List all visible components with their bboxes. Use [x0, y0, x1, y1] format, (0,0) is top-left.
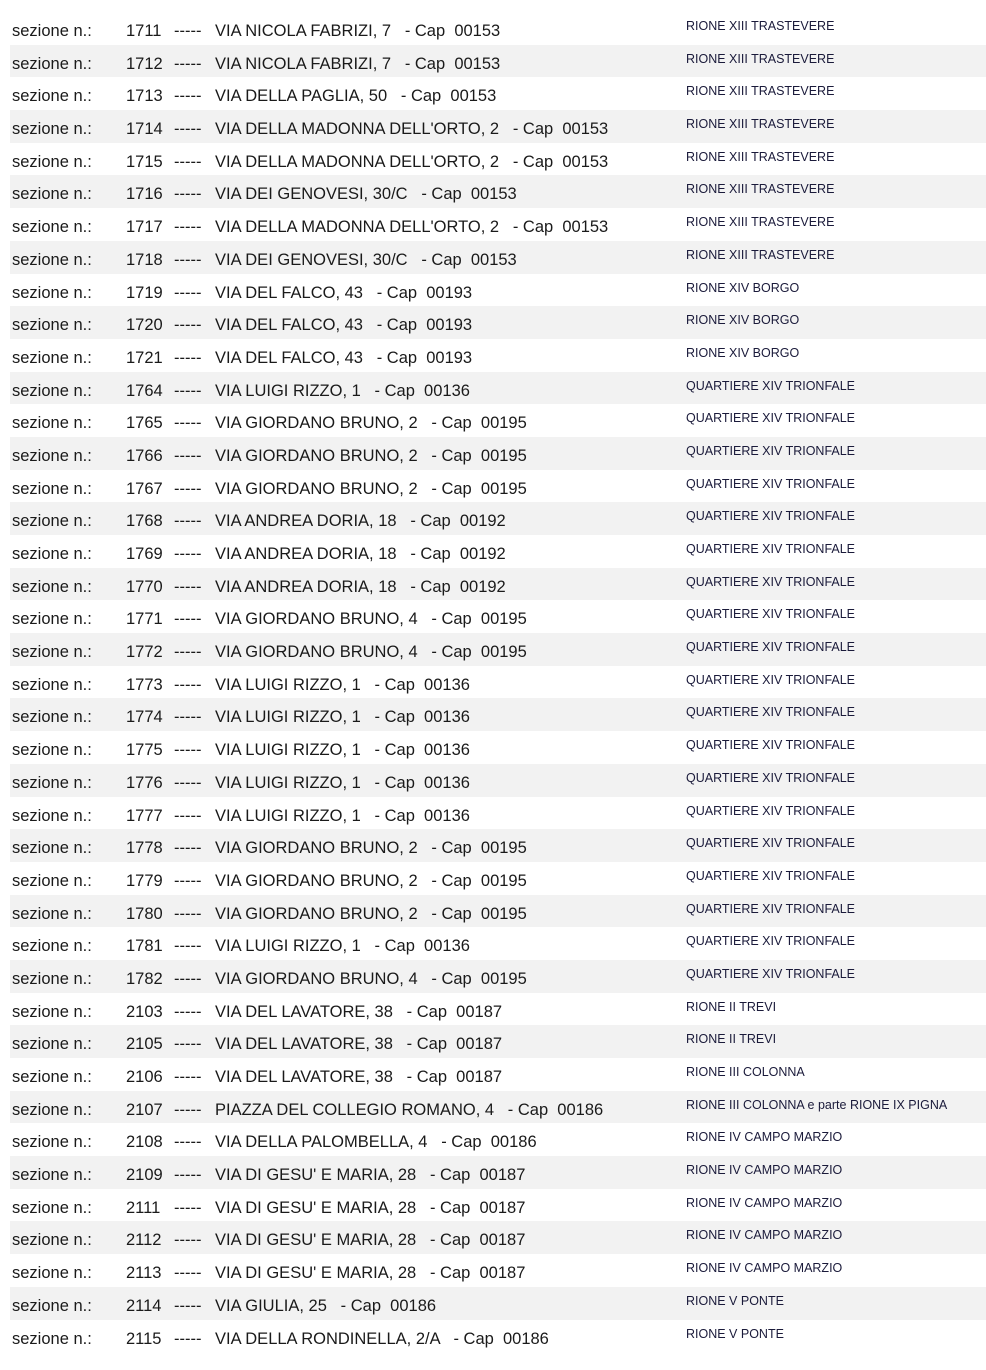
section-label: sezione n.: [12, 87, 92, 106]
separator-dashes: ----- [174, 1198, 202, 1217]
polling-address: VIA GIORDANO BRUNO, 2 - Cap 00195 [215, 414, 527, 433]
district-name: QUARTIERE XIV TRIONFALE [686, 476, 856, 491]
polling-address: VIA GIORDANO BRUNO, 2 - Cap 00195 [215, 446, 527, 465]
section-row [10, 437, 986, 470]
section-row [10, 1091, 986, 1124]
district-name: QUARTIERE XIV TRIONFALE [686, 509, 856, 524]
section-label: sezione n.: [12, 577, 92, 596]
district-name: QUARTIERE XIV TRIONFALE [686, 672, 856, 687]
polling-address: VIA DI GESU' E MARIA, 28 - Cap 00187 [215, 1198, 526, 1217]
separator-dashes: ----- [174, 741, 202, 760]
section-number: 1772 [126, 643, 163, 662]
section-row [10, 404, 986, 437]
section-row [10, 1254, 986, 1287]
polling-address: VIA GIORDANO BRUNO, 2 - Cap 00195 [215, 871, 527, 890]
section-number: 1718 [126, 250, 163, 269]
section-row [10, 960, 986, 993]
section-number: 1774 [126, 708, 163, 727]
district-name: QUARTIERE XIV TRIONFALE [686, 868, 856, 883]
section-number: 2103 [126, 1002, 163, 1021]
polling-address: VIA DI GESU' E MARIA, 28 - Cap 00187 [215, 1231, 526, 1250]
polling-address: VIA LUIGI RIZZO, 1 - Cap 00136 [215, 708, 470, 727]
district-name: QUARTIERE XIV TRIONFALE [686, 640, 856, 655]
section-row [10, 797, 986, 830]
section-label: sezione n.: [12, 1329, 92, 1348]
section-number: 2115 [126, 1329, 162, 1348]
separator-dashes: ----- [174, 610, 202, 629]
separator-dashes: ----- [174, 446, 202, 465]
section-row [10, 12, 986, 45]
section-row [10, 306, 986, 339]
polling-address: VIA LUIGI RIZZO, 1 - Cap 00136 [215, 937, 470, 956]
section-row [10, 927, 986, 960]
separator-dashes: ----- [174, 937, 202, 956]
separator-dashes: ----- [174, 250, 202, 269]
district-name: RIONE XIII TRASTEVERE [686, 182, 835, 197]
section-row [10, 568, 986, 601]
district-name: RIONE XIII TRASTEVERE [686, 19, 835, 33]
section-row [10, 993, 986, 1026]
district-name: QUARTIERE XIV TRIONFALE [686, 411, 856, 426]
separator-dashes: ----- [174, 1231, 202, 1250]
district-name: QUARTIERE XIV TRIONFALE [686, 378, 856, 393]
polling-address: VIA GIORDANO BRUNO, 4 - Cap 00195 [215, 610, 527, 629]
section-row [10, 470, 986, 503]
separator-dashes: ----- [174, 545, 202, 563]
section-number: 1781 [126, 937, 163, 956]
separator-dashes: ----- [174, 1296, 202, 1315]
polling-address: VIA DEL LAVATORE, 38 - Cap 00187 [215, 1068, 503, 1086]
section-number: 2113 [126, 1264, 162, 1283]
section-label: sezione n.: [12, 741, 92, 760]
section-row [10, 77, 986, 110]
polling-address: VIA GIORDANO BRUNO, 4 - Cap 00195 [215, 969, 527, 988]
district-name: QUARTIERE XIV TRIONFALE [686, 574, 856, 589]
section-number: 2106 [126, 1068, 163, 1086]
section-row [10, 1221, 986, 1254]
polling-address: PIAZZA DEL COLLEGIO ROMANO, 4 - Cap 00186 [215, 1100, 604, 1119]
section-row [10, 1320, 986, 1353]
section-number: 1719 [126, 283, 163, 302]
section-number: 1716 [126, 185, 163, 204]
polling-address: VIA DEL LAVATORE, 38 - Cap 00187 [215, 1002, 503, 1021]
section-number: 1773 [126, 675, 163, 694]
polling-address: VIA DI GESU' E MARIA, 28 - Cap 00187 [215, 1166, 526, 1185]
separator-dashes: ----- [174, 806, 202, 825]
separator-dashes: ----- [174, 348, 202, 367]
section-row [10, 502, 986, 535]
separator-dashes: ----- [174, 316, 202, 335]
section-number: 2105 [126, 1035, 163, 1054]
district-name: RIONE XIII TRASTEVERE [686, 247, 835, 262]
district-name: QUARTIERE XIV TRIONFALE [686, 738, 856, 753]
separator-dashes: ----- [174, 969, 202, 988]
separator-dashes: ----- [174, 1166, 202, 1185]
district-name: RIONE XIV BORGO [686, 280, 800, 295]
section-label: sezione n.: [12, 610, 92, 629]
polling-address: VIA NICOLA FABRIZI, 7 - Cap 00153 [215, 54, 501, 73]
district-name: QUARTIERE XIV TRIONFALE [686, 901, 856, 916]
section-number: 2109 [126, 1166, 163, 1185]
section-row [10, 731, 986, 764]
section-row [10, 862, 986, 895]
section-label: sezione n.: [12, 839, 92, 858]
polling-address: VIA DELLA PALOMBELLA, 4 - Cap 00186 [215, 1133, 537, 1152]
separator-dashes: ----- [174, 1068, 202, 1086]
polling-address: VIA GIORDANO BRUNO, 2 - Cap 00195 [215, 479, 527, 498]
polling-address: VIA NICOLA FABRIZI, 7 - Cap 00153 [215, 22, 501, 40]
separator-dashes: ----- [174, 1133, 202, 1152]
section-number: 1713 [126, 87, 163, 106]
section-number: 1767 [126, 479, 163, 498]
section-number: 1779 [126, 871, 163, 890]
section-row [10, 1025, 986, 1058]
district-name: RIONE II TREVI [686, 999, 777, 1014]
district-name: RIONE XIV BORGO [686, 313, 800, 328]
district-name: RIONE IV CAMPO MARZIO [686, 1130, 843, 1145]
section-row [10, 600, 986, 633]
section-label: sezione n.: [12, 937, 92, 956]
section-number: 1765 [126, 414, 163, 433]
district-name: RIONE XIII TRASTEVERE [686, 51, 835, 66]
polling-address: VIA LUIGI RIZZO, 1 - Cap 00136 [215, 806, 470, 825]
section-label: sezione n.: [12, 806, 92, 825]
district-name: RIONE XIII TRASTEVERE [686, 215, 835, 230]
separator-dashes: ----- [174, 381, 202, 400]
section-number: 1778 [126, 839, 163, 858]
polling-address: VIA DEL LAVATORE, 38 - Cap 00187 [215, 1035, 503, 1054]
separator-dashes: ----- [174, 87, 202, 106]
section-number: 1776 [126, 773, 163, 792]
polling-address: VIA DELLA RONDINELLA, 2/A - Cap 00186 [215, 1329, 549, 1348]
district-name: RIONE II TREVI [686, 1032, 777, 1047]
polling-address: VIA DELLA PAGLIA, 50 - Cap 00153 [215, 87, 497, 106]
district-name: RIONE IV CAMPO MARZIO [686, 1228, 843, 1243]
section-label: sezione n.: [12, 348, 92, 367]
district-name: RIONE IV CAMPO MARZIO [686, 1195, 843, 1210]
section-label: sezione n.: [12, 675, 92, 694]
polling-address: VIA DELLA MADONNA DELL'ORTO, 2 - Cap 00153 [215, 218, 609, 237]
separator-dashes: ----- [174, 675, 202, 694]
section-row [10, 1189, 986, 1222]
section-row [10, 372, 986, 405]
section-label: sezione n.: [12, 545, 92, 563]
section-label: sezione n.: [12, 22, 92, 40]
section-number: 1711 [126, 22, 162, 40]
section-number: 1712 [126, 54, 163, 73]
section-number: 1777 [126, 806, 163, 825]
section-label: sezione n.: [12, 512, 92, 531]
polling-address: VIA GIULIA, 25 - Cap 00186 [215, 1296, 437, 1315]
polling-address: VIA ANDREA DORIA, 18 - Cap 00192 [215, 577, 506, 596]
polling-address: VIA DEI GENOVESI, 30/C - Cap 00153 [215, 250, 517, 269]
section-row [10, 110, 986, 143]
section-number: 1720 [126, 316, 163, 335]
separator-dashes: ----- [174, 643, 202, 662]
section-number: 1780 [126, 904, 163, 923]
polling-address: VIA DEL FALCO, 43 - Cap 00193 [215, 316, 473, 335]
polling-address: VIA ANDREA DORIA, 18 - Cap 00192 [215, 545, 506, 563]
section-label: sezione n.: [12, 1231, 92, 1250]
district-name: QUARTIERE XIV TRIONFALE [686, 966, 856, 981]
district-name: RIONE III COLONNA [686, 1065, 805, 1079]
section-row [10, 241, 986, 274]
district-name: RIONE XIII TRASTEVERE [686, 117, 835, 132]
section-number: 1721 [126, 348, 163, 367]
district-name: QUARTIERE XIV TRIONFALE [686, 705, 856, 720]
section-row [10, 208, 986, 241]
section-row [10, 143, 986, 176]
section-label: sezione n.: [12, 316, 92, 335]
section-row [10, 1123, 986, 1156]
section-number: 1714 [126, 120, 163, 139]
district-name: RIONE V PONTE [686, 1326, 784, 1341]
section-label: sezione n.: [12, 218, 92, 237]
section-label: sezione n.: [12, 1035, 92, 1054]
district-name: RIONE III COLONNA e parte RIONE IX PIGNA [686, 1097, 948, 1112]
separator-dashes: ----- [174, 839, 202, 858]
section-number: 1766 [126, 446, 163, 465]
separator-dashes: ----- [174, 120, 202, 139]
section-label: sezione n.: [12, 250, 92, 269]
section-row [10, 764, 986, 797]
section-row [10, 633, 986, 666]
separator-dashes: ----- [174, 54, 202, 73]
section-row [10, 829, 986, 862]
section-list [10, 12, 986, 1352]
polling-address: VIA DEL FALCO, 43 - Cap 00193 [215, 283, 473, 302]
separator-dashes: ----- [174, 708, 202, 727]
section-label: sezione n.: [12, 643, 92, 662]
section-row [10, 339, 986, 372]
separator-dashes: ----- [174, 512, 202, 531]
separator-dashes: ----- [174, 185, 202, 204]
section-number: 2111 [126, 1198, 161, 1217]
polling-address: VIA GIORDANO BRUNO, 4 - Cap 00195 [215, 643, 527, 662]
polling-address: VIA LUIGI RIZZO, 1 - Cap 00136 [215, 675, 470, 694]
district-name: RIONE XIII TRASTEVERE [686, 149, 835, 164]
separator-dashes: ----- [174, 218, 202, 237]
separator-dashes: ----- [174, 1264, 202, 1283]
district-name: RIONE XIII TRASTEVERE [686, 84, 835, 99]
section-row [10, 895, 986, 928]
section-label: sezione n.: [12, 1296, 92, 1315]
separator-dashes: ----- [174, 1329, 202, 1348]
district-name: RIONE XIV BORGO [686, 345, 800, 360]
separator-dashes: ----- [174, 414, 202, 433]
section-number: 1715 [126, 152, 163, 171]
district-name: RIONE V PONTE [686, 1293, 784, 1308]
separator-dashes: ----- [174, 871, 202, 890]
district-name: RIONE IV CAMPO MARZIO [686, 1261, 843, 1276]
section-row [10, 1156, 986, 1189]
section-label: sezione n.: [12, 1002, 92, 1021]
section-number: 2114 [126, 1296, 162, 1315]
separator-dashes: ----- [174, 1035, 202, 1054]
section-number: 1717 [126, 218, 163, 237]
section-row [10, 175, 986, 208]
polling-address: VIA ANDREA DORIA, 18 - Cap 00192 [215, 512, 506, 531]
district-name: QUARTIERE XIV TRIONFALE [686, 607, 856, 622]
polling-address: VIA DELLA MADONNA DELL'ORTO, 2 - Cap 00153 [215, 152, 609, 171]
section-label: sezione n.: [12, 414, 92, 433]
section-number: 1768 [126, 512, 163, 531]
section-row [10, 1287, 986, 1320]
separator-dashes: ----- [174, 1100, 202, 1119]
section-row [10, 45, 986, 78]
section-number: 1775 [126, 741, 163, 760]
separator-dashes: ----- [174, 152, 202, 171]
polling-address: VIA DELLA MADONNA DELL'ORTO, 2 - Cap 00153 [215, 120, 609, 139]
polling-address: VIA GIORDANO BRUNO, 2 - Cap 00195 [215, 904, 527, 923]
section-label: sezione n.: [12, 152, 92, 171]
polling-address: VIA DEL FALCO, 43 - Cap 00193 [215, 348, 473, 367]
district-name: QUARTIERE XIV TRIONFALE [686, 770, 856, 785]
section-row [10, 698, 986, 731]
polling-address: VIA DEI GENOVESI, 30/C - Cap 00153 [215, 185, 517, 204]
district-name: QUARTIERE XIV TRIONFALE [686, 803, 856, 818]
section-number: 2107 [126, 1100, 163, 1119]
section-label: sezione n.: [12, 479, 92, 498]
section-label: sezione n.: [12, 1264, 92, 1283]
separator-dashes: ----- [174, 1002, 202, 1021]
section-label: sezione n.: [12, 381, 92, 400]
section-label: sezione n.: [12, 1068, 92, 1086]
polling-address: VIA DI GESU' E MARIA, 28 - Cap 00187 [215, 1264, 526, 1283]
section-number: 2112 [126, 1231, 162, 1250]
district-name: QUARTIERE XIV TRIONFALE [686, 836, 856, 851]
section-label: sezione n.: [12, 1198, 92, 1217]
separator-dashes: ----- [174, 22, 202, 40]
district-name: QUARTIERE XIV TRIONFALE [686, 542, 856, 556]
section-number: 1782 [126, 969, 163, 988]
section-label: sezione n.: [12, 708, 92, 727]
section-label: sezione n.: [12, 446, 92, 465]
section-label: sezione n.: [12, 1166, 92, 1185]
section-label: sezione n.: [12, 1133, 92, 1152]
section-number: 1764 [126, 381, 163, 400]
section-row [10, 1058, 986, 1091]
polling-address: VIA LUIGI RIZZO, 1 - Cap 00136 [215, 773, 470, 792]
section-row [10, 274, 986, 307]
district-name: QUARTIERE XIV TRIONFALE [686, 443, 856, 458]
section-number: 1771 [126, 610, 163, 629]
section-number: 1769 [126, 545, 163, 563]
polling-address: VIA LUIGI RIZZO, 1 - Cap 00136 [215, 741, 470, 760]
polling-address: VIA LUIGI RIZZO, 1 - Cap 00136 [215, 381, 470, 400]
section-label: sezione n.: [12, 904, 92, 923]
section-row [10, 535, 986, 568]
section-label: sezione n.: [12, 773, 92, 792]
section-label: sezione n.: [12, 283, 92, 302]
separator-dashes: ----- [174, 283, 202, 302]
separator-dashes: ----- [174, 904, 202, 923]
section-label: sezione n.: [12, 969, 92, 988]
section-label: sezione n.: [12, 54, 92, 73]
polling-address: VIA GIORDANO BRUNO, 2 - Cap 00195 [215, 839, 527, 858]
separator-dashes: ----- [174, 773, 202, 792]
section-label: sezione n.: [12, 1100, 92, 1119]
district-name: RIONE IV CAMPO MARZIO [686, 1163, 843, 1178]
district-name: QUARTIERE XIV TRIONFALE [686, 934, 856, 949]
section-number: 1770 [126, 577, 163, 596]
section-number: 2108 [126, 1133, 163, 1152]
section-label: sezione n.: [12, 120, 92, 139]
separator-dashes: ----- [174, 479, 202, 498]
separator-dashes: ----- [174, 577, 202, 596]
section-label: sezione n.: [12, 185, 92, 204]
section-label: sezione n.: [12, 871, 92, 890]
section-row [10, 666, 986, 699]
